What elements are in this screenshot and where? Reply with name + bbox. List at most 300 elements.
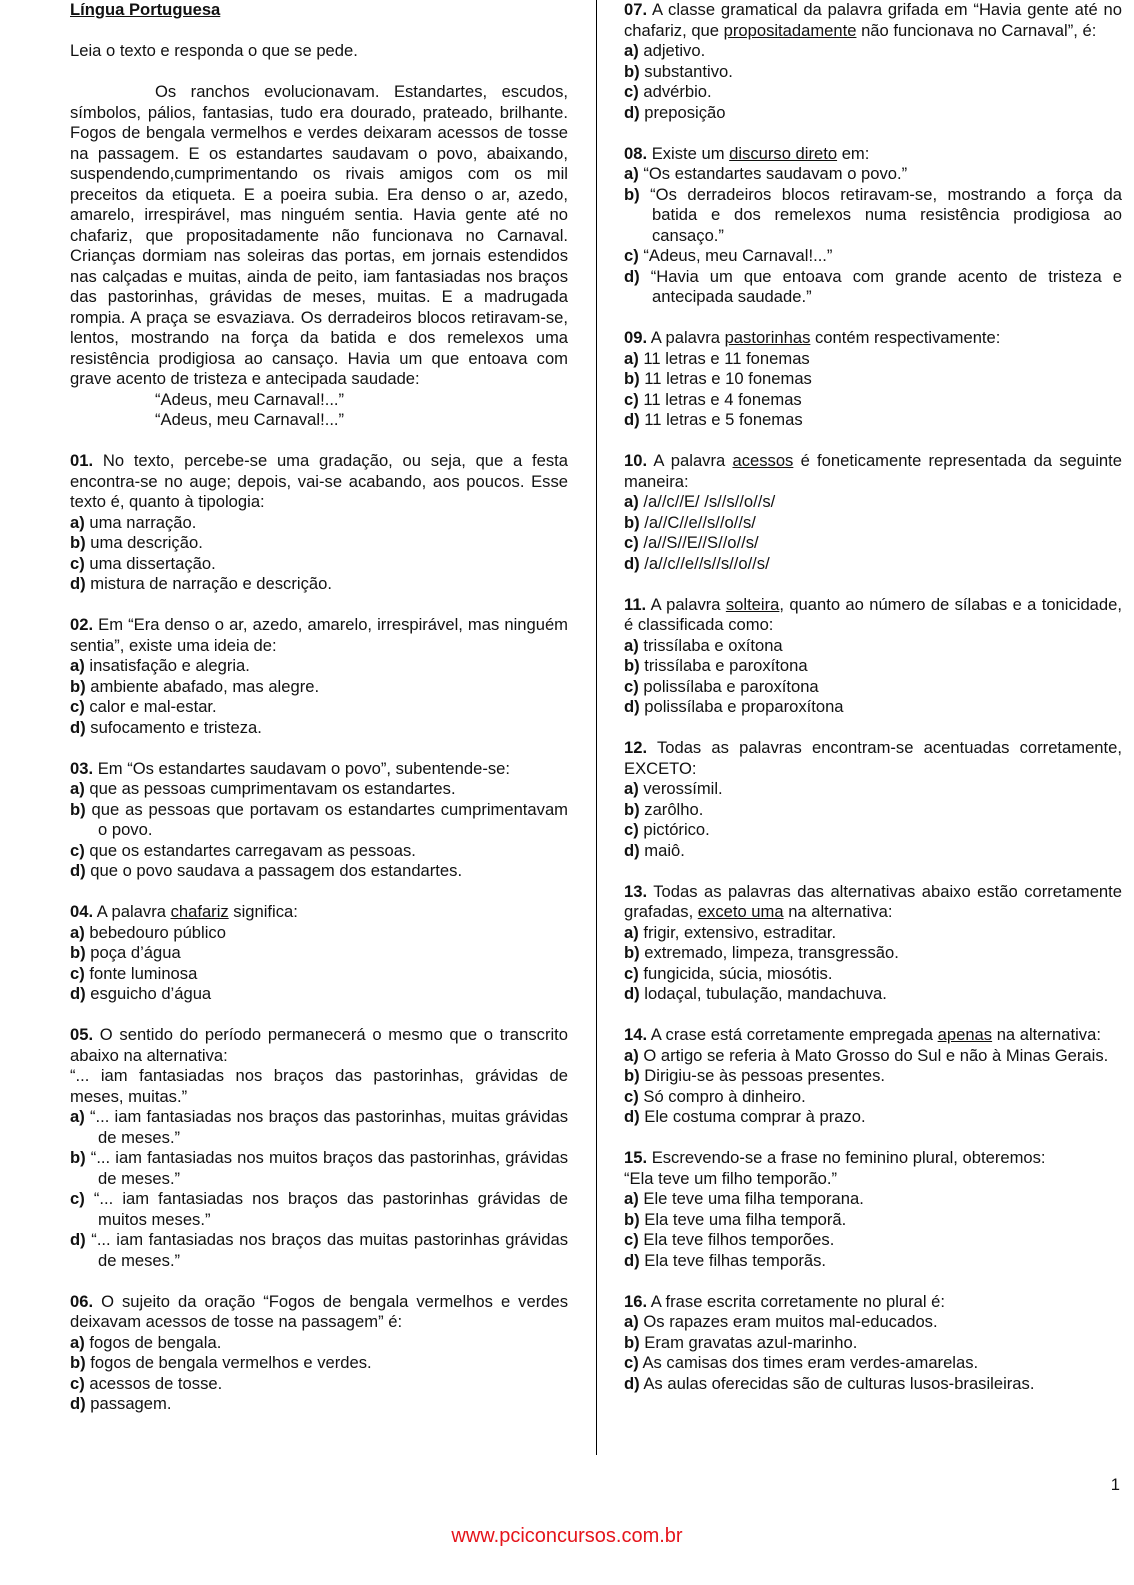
answer-option-b: [70, 800, 568, 841]
option-letter: c): [624, 1230, 639, 1249]
option-letter: d): [70, 574, 86, 593]
answer-option-b: [624, 62, 1122, 83]
option-text: fogos de bengala.: [84, 1332, 222, 1352]
answer-option-d: [624, 1374, 1122, 1395]
option-letter: b): [624, 943, 640, 962]
underlined-term: exceto uma: [697, 902, 784, 921]
option-text: Ela teve filhas temporãs.: [639, 1250, 826, 1270]
question-number: 13.: [624, 881, 648, 901]
option-text: sufocamento e tristeza.: [85, 717, 262, 737]
answer-option-b: [624, 369, 1122, 390]
option-text: /a//S//E//S//o//s/: [638, 533, 759, 552]
questions-right: [624, 0, 1122, 1394]
option-text: /a//C//e//s//o//s/: [639, 512, 756, 532]
answer-option-d: [624, 410, 1122, 431]
footer-link[interactable]: www.pciconcursos.com.br: [451, 1525, 683, 1547]
option-letter: a): [624, 1312, 639, 1331]
option-text: Ela teve filhos temporões.: [638, 1230, 835, 1249]
option-letter: c): [624, 246, 639, 265]
option-text: As aulas oferecidas são de culturas lusos-brasileiras.: [639, 1373, 1035, 1393]
option-text: uma dissertação.: [84, 553, 216, 573]
right-column: [624, 0, 1122, 1394]
question-quote: “Ela teve um filho temporão.”: [624, 1168, 838, 1188]
spacer: [70, 1271, 568, 1292]
question-stem: [624, 738, 1122, 779]
spacer: [624, 718, 1122, 739]
answer-option-c: [624, 1087, 1122, 1108]
answer-option-c: [624, 82, 1122, 103]
answer-option-b: [70, 943, 568, 964]
answer-option-d: [624, 554, 1122, 575]
option-letter: b): [624, 1209, 640, 1229]
question-number: 01.: [70, 451, 94, 470]
question-block: [70, 1005, 568, 1272]
question-number: 07.: [624, 0, 648, 19]
option-text: “... iam fantasiadas nos braços das pastorinhas grávidas de muitos meses.”: [84, 1189, 568, 1229]
option-letter: b): [624, 512, 640, 532]
option-text: calor e mal-estar.: [84, 697, 217, 716]
answer-option-c: [70, 554, 568, 575]
option-text: acessos de tosse.: [84, 1373, 223, 1393]
option-letter: b): [70, 533, 86, 552]
option-letter: c): [70, 963, 85, 983]
answer-option-c: [624, 1353, 1122, 1374]
option-text: “Os derradeiros blocos retiravam-se, mostrando a força da batida e dos remelexos numa resistência prodigiosa ao cansaço.”: [639, 184, 1122, 245]
answer-option-d: [70, 718, 568, 739]
answer-option-a: [70, 1107, 568, 1148]
question-number: 08.: [624, 143, 648, 163]
answer-option-b: [624, 1333, 1122, 1354]
stem-text: A palavra: [647, 328, 725, 347]
answer-option-c: [624, 533, 1122, 554]
option-text: trissílaba e oxítona: [638, 635, 783, 655]
option-text: Os rapazes eram muitos mal-educados.: [638, 1312, 938, 1331]
page-number: 1: [1110, 1475, 1120, 1494]
option-text: Ele teve uma filha temporana.: [638, 1189, 864, 1208]
option-text: fonte luminosa: [84, 963, 198, 983]
option-text: As camisas dos times eram verdes-amarelas.: [638, 1353, 979, 1372]
option-text: pictórico.: [638, 820, 710, 839]
question-block: [70, 431, 568, 595]
option-letter: a): [70, 656, 85, 675]
question-block: [624, 718, 1122, 862]
option-text: substantivo.: [639, 61, 733, 81]
question-stem: [70, 1025, 568, 1066]
stem-text: , quanto ao número de sílabas e a tonicidade, é classificada como:: [624, 594, 1122, 634]
option-letter: b): [624, 1066, 640, 1085]
question-block: [624, 1005, 1122, 1128]
answer-option-d: [624, 103, 1122, 124]
option-letter: d): [624, 1250, 640, 1270]
option-text: polissílaba e proparoxítona: [639, 697, 844, 716]
answer-option-d: [70, 1394, 568, 1415]
stem-text: Todas as palavras encontram-se acentuadas corretamente, EXCETO:: [624, 738, 1122, 778]
option-text: poça d’água: [85, 943, 181, 962]
underlined-term: solteira: [725, 594, 780, 614]
answer-option-a: [70, 923, 568, 944]
option-letter: d): [624, 840, 640, 860]
answer-option-a: [624, 636, 1122, 657]
option-text: “... iam fantasiadas nos muitos braços das pastorinhas, grávidas de meses.”: [85, 1148, 568, 1188]
option-letter: c): [70, 1373, 85, 1393]
question-number: 03.: [70, 758, 94, 778]
answer-option-c: [70, 964, 568, 985]
option-letter: d): [624, 1373, 640, 1393]
option-text: insatisfação e alegria.: [84, 656, 250, 675]
question-stem: [70, 902, 568, 923]
answer-option-a: [624, 41, 1122, 62]
answer-option-b: [70, 677, 568, 698]
answer-option-b: [624, 185, 1122, 247]
answer-option-b: [624, 1066, 1122, 1087]
answer-option-d: [624, 267, 1122, 308]
option-text: Eram gravatas azul-marinho.: [639, 1332, 858, 1352]
answer-option-a: [624, 164, 1122, 185]
spacer: [624, 431, 1122, 452]
option-letter: b): [624, 184, 640, 204]
answer-option-b: [624, 800, 1122, 821]
option-letter: a): [70, 779, 85, 798]
option-text: “Havia um que entoava com grande acento de tristeza e antecipada saudade.”: [639, 266, 1122, 306]
answer-option-d: [624, 1251, 1122, 1272]
option-letter: c): [70, 697, 85, 716]
question-block: [624, 0, 1122, 123]
option-text: polissílaba e paroxítona: [638, 676, 819, 696]
option-letter: b): [70, 943, 86, 962]
underlined-term: discurso direto: [729, 143, 838, 163]
question-block: [624, 308, 1122, 431]
answer-option-a: [624, 1046, 1122, 1067]
question-stem: [624, 882, 1122, 923]
question-stem: [70, 451, 568, 513]
option-letter: a): [70, 1107, 85, 1126]
option-text: fogos de bengala vermelhos e verdes.: [85, 1353, 372, 1372]
stem-text: Em “Era denso o ar, azedo, amarelo, irrespirável, mas ninguém sentia”, existe uma ideia de:: [70, 615, 568, 655]
spacer: [70, 595, 568, 616]
question-stem: [624, 144, 1122, 165]
option-text: passagem.: [85, 1394, 172, 1413]
question-stem: [70, 759, 568, 780]
option-text: O artigo se referia à Mato Grosso do Sul e não à Minas Gerais.: [638, 1045, 1109, 1065]
answer-option-c: [624, 390, 1122, 411]
option-letter: a): [624, 922, 639, 942]
option-letter: a): [70, 512, 85, 532]
option-text: que o povo saudava a passagem dos estandartes.: [85, 861, 463, 880]
spacer: [624, 308, 1122, 329]
option-letter: d): [624, 984, 640, 1003]
option-letter: d): [70, 717, 86, 737]
option-letter: b): [624, 1332, 640, 1352]
spacer: [70, 882, 568, 903]
question-block: [70, 1271, 568, 1415]
question-number: 15.: [624, 1148, 648, 1167]
stem-text: A palavra: [647, 451, 733, 470]
spacer: [70, 1005, 568, 1026]
option-letter: d): [624, 266, 640, 286]
option-letter: d): [70, 984, 86, 1003]
underlined-term: pastorinhas: [724, 328, 811, 347]
option-text: Só compro à dinheiro.: [638, 1086, 806, 1106]
option-text: ambiente abafado, mas alegre.: [85, 676, 320, 696]
option-text: advérbio.: [638, 82, 712, 101]
option-text: verossímil.: [638, 779, 723, 798]
option-text: 11 letras e 10 fonemas: [639, 369, 812, 388]
option-letter: b): [624, 61, 640, 81]
option-text: /a//c//E/ /s//s//o//s/: [638, 492, 776, 511]
option-letter: b): [624, 369, 640, 388]
question-number: 06.: [70, 1291, 94, 1311]
option-letter: a): [70, 1332, 85, 1352]
stem-text: significa:: [228, 902, 298, 921]
option-letter: d): [624, 553, 640, 573]
option-text: Ele costuma comprar à prazo.: [639, 1107, 866, 1126]
option-letter: c): [624, 963, 639, 983]
answer-option-a: [624, 1312, 1122, 1333]
answer-option-c: [624, 246, 1122, 267]
option-letter: a): [624, 635, 639, 655]
stem-text: O sentido do período permanecerá o mesmo que o transcrito abaixo na alternativa:: [70, 1025, 568, 1065]
option-text: maiô.: [639, 840, 685, 860]
stem-text: Escrevendo-se a frase no feminino plural, obteremos:: [647, 1148, 1046, 1167]
option-text: /a//c//e//s//s//o//s/: [639, 553, 770, 573]
answer-option-d: [624, 841, 1122, 862]
option-letter: b): [624, 799, 640, 819]
answer-option-b: [624, 943, 1122, 964]
option-text: que as pessoas cumprimentavam os estandartes.: [84, 779, 456, 798]
question-block: [70, 595, 568, 739]
stem-text: A classe gramatical da palavra grifada em “Havia gente até no chafariz, que: [624, 0, 1122, 40]
underlined-term: acessos: [732, 451, 794, 470]
question-number: 14.: [624, 1025, 648, 1044]
answer-option-c: [70, 697, 568, 718]
option-text: 11 letras e 11 fonemas: [638, 348, 810, 368]
option-text: mistura de narração e descrição.: [85, 574, 332, 593]
answer-option-a: [624, 1189, 1122, 1210]
question-stem: [624, 0, 1122, 41]
answer-option-d: [70, 1230, 568, 1271]
stem-text: Em “Os estandartes saudavam o povo”, subentende-se:: [93, 758, 510, 778]
questions-left: [70, 431, 568, 1415]
option-letter: c): [70, 840, 85, 860]
question-number: 12.: [624, 738, 648, 757]
spacer: [624, 1005, 1122, 1026]
question-number: 02.: [70, 615, 94, 634]
answer-option-b: [624, 513, 1122, 534]
option-text: 11 letras e 4 fonemas: [638, 389, 802, 409]
spacer: [624, 574, 1122, 595]
option-text: que os estandartes carregavam as pessoas.: [84, 840, 416, 860]
answer-option-d: [70, 984, 568, 1005]
answer-option-b: [70, 1353, 568, 1374]
question-block: [624, 574, 1122, 718]
option-text: extremado, limpeza, transgressão.: [639, 943, 899, 962]
option-text: “Os estandartes saudavam o povo.”: [638, 164, 908, 183]
stem-text: A frase escrita corretamente no plural é:: [647, 1291, 945, 1311]
option-letter: d): [70, 1394, 86, 1413]
stem-text: na alternativa:: [783, 902, 893, 921]
stem-text: A palavra: [646, 594, 726, 614]
option-letter: a): [624, 1189, 639, 1208]
underlined-term: propositadamente: [723, 20, 857, 40]
option-letter: a): [624, 779, 639, 798]
option-text: “... iam fantasiadas nos braços das muitas pastorinhas grávidas de meses.”: [85, 1230, 568, 1270]
stem-text: em:: [837, 143, 870, 163]
stem-text: O sujeito da oração “Fogos de bengala vermelhos e verdes deixavam acessos de tosse na passagem” é:: [70, 1291, 568, 1331]
stem-text: A palavra: [93, 902, 171, 921]
question-block: [70, 738, 568, 882]
answer-option-c: [70, 1374, 568, 1395]
option-letter: c): [624, 820, 639, 839]
option-letter: d): [624, 697, 640, 716]
stem-text: No texto, percebe-se uma gradação, ou seja, que a festa encontra-se no auge; depois, vai-se acabando, aos poucos. Esse texto é, quanto à tipologia:: [70, 451, 568, 511]
question-stem: [624, 451, 1122, 492]
option-text: preposição: [639, 102, 726, 122]
question-number: 05.: [70, 1025, 94, 1044]
option-text: Dirigiu-se às pessoas presentes.: [639, 1066, 886, 1085]
question-stem: [70, 1292, 568, 1333]
option-text: uma descrição.: [85, 533, 203, 552]
option-letter: b): [70, 1353, 86, 1372]
answer-option-b: [70, 533, 568, 554]
spacer: [624, 861, 1122, 882]
answer-option-d: [624, 984, 1122, 1005]
question-number: 10.: [624, 451, 648, 470]
stem-text: na alternativa:: [992, 1025, 1101, 1044]
answer-option-a: [624, 349, 1122, 370]
question-block: [70, 882, 568, 1005]
stem-text: é foneticamente representada da seguinte maneira:: [624, 451, 1122, 491]
passage-text: Os ranchos evolucionavam. Estandartes, escudos, símbolos, pálios, fantasias, tudo era dourado, prateado, brilhante. Fogos de bengala vermelhos e verdes deixaram acessos de tosse na passagem. E os estandartes saudavam o povo, abaixando, suspendendo,cumprimentando os rivais amigos com os mil preceitos da etiqueta. E a poeira subia. Era denso o ar, azedo, amarelo, irrespirável, mas ninguém sentia. Havia gente até no chafariz, que propositadamente não funcionava no Carnaval. Crianças dormiam nas soleiras das portas, em jornais estendidos nas calçadas e muitas, ainda de peito, iam fantasiadas nos braços das pastorinhas, grávidas de meses, muitas. E a madrugada rompia. A praça se esvaziava. Os derradeiros blocos retiravam-se, lentos, mostrando na força da batida e dos remelexos uma resistência prodigiosa ao cansaço. Havia um que entoava com grave acento de tristeza e antecipada saudade:: [70, 82, 568, 388]
spacer: [624, 1271, 1122, 1292]
question-stem: [624, 1148, 1122, 1169]
question-block: [624, 123, 1122, 308]
option-letter: b): [70, 676, 86, 696]
option-text: lodaçal, tubulação, mandachuva.: [639, 984, 887, 1003]
answer-option-a: [624, 779, 1122, 800]
option-letter: c): [624, 389, 639, 409]
option-text: Ela teve uma filha temporã.: [639, 1209, 847, 1229]
option-letter: b): [624, 656, 640, 675]
answer-option-d: [70, 574, 568, 595]
spacer: [624, 1128, 1122, 1149]
question-stem: [624, 1025, 1122, 1046]
answer-option-a: [624, 923, 1122, 944]
answer-option-d: [624, 697, 1122, 718]
option-letter: a): [70, 922, 85, 942]
option-text: frigir, extensivo, estraditar.: [638, 922, 837, 942]
option-letter: d): [70, 861, 86, 880]
answer-option-a: [624, 492, 1122, 513]
option-text: “... iam fantasiadas nos braços das pastorinhas, muitas grávidas de meses.”: [84, 1107, 568, 1147]
underlined-term: apenas: [937, 1025, 993, 1044]
question-number: 09.: [624, 328, 648, 347]
option-text: fungicida, súcia, miosótis.: [638, 963, 833, 983]
option-letter: c): [624, 1353, 639, 1372]
answer-option-c: [70, 1189, 568, 1230]
option-letter: d): [624, 1107, 640, 1126]
question-block: [624, 1271, 1122, 1394]
answer-option-d: [70, 861, 568, 882]
option-text: trissílaba e paroxítona: [639, 656, 808, 675]
answer-option-c: [624, 964, 1122, 985]
spacer: [70, 431, 568, 452]
answer-option-c: [624, 1230, 1122, 1251]
question-stem: [624, 328, 1122, 349]
option-text: esguicho d’água: [85, 984, 212, 1003]
option-letter: d): [70, 1230, 86, 1249]
subject-title: Língua Portuguesa: [70, 0, 221, 19]
question-number: 11.: [624, 594, 647, 614]
option-letter: a): [624, 348, 639, 368]
answer-option-b: [624, 1210, 1122, 1231]
underlined-term: chafariz: [170, 902, 229, 921]
option-text: bebedouro público: [84, 922, 226, 942]
option-letter: c): [70, 1189, 85, 1208]
answer-option-a: [70, 1333, 568, 1354]
answer-option-d: [624, 1107, 1122, 1128]
stem-text: Existe um: [647, 143, 730, 163]
option-letter: c): [624, 1086, 639, 1106]
option-letter: c): [624, 676, 639, 696]
option-letter: d): [624, 410, 640, 429]
option-letter: c): [70, 553, 85, 573]
option-letter: a): [624, 1045, 639, 1065]
question-number: 04.: [70, 902, 94, 921]
stem-text: A crase está corretamente empregada: [647, 1025, 938, 1044]
question-block: [624, 861, 1122, 1005]
option-letter: c): [624, 82, 639, 101]
option-letter: b): [70, 799, 86, 819]
question-block: [624, 1128, 1122, 1272]
option-text: que as pessoas que portavam os estandartes cumprimentavam o povo.: [85, 799, 568, 839]
spacer: [70, 738, 568, 759]
option-text: adjetivo.: [638, 41, 706, 60]
question-number: 16.: [624, 1291, 648, 1311]
answer-option-c: [624, 677, 1122, 698]
answer-option-a: [70, 656, 568, 677]
question-stem: [624, 595, 1122, 636]
answer-option-c: [624, 820, 1122, 841]
stem-text: contém respectivamente:: [810, 328, 1001, 347]
instruction: Leia o texto e responda o que se pede.: [70, 41, 358, 60]
answer-option-b: [70, 1148, 568, 1189]
option-text: zarôlho.: [639, 799, 704, 819]
answer-option-a: [70, 513, 568, 534]
question-stem: [624, 1292, 1122, 1313]
column-divider: [596, 0, 597, 1455]
option-text: 11 letras e 5 fonemas: [639, 410, 803, 429]
answer-option-c: [70, 841, 568, 862]
option-letter: b): [70, 1148, 86, 1167]
option-text: “Adeus, meu Carnaval!...”: [638, 246, 833, 265]
question-stem: [70, 615, 568, 656]
passage-verse: “Adeus, meu Carnaval!...”: [155, 389, 345, 409]
option-letter: a): [624, 164, 639, 183]
option-letter: d): [624, 102, 640, 122]
passage-verse: “Adeus, meu Carnaval!...”: [155, 410, 345, 429]
answer-option-b: [624, 656, 1122, 677]
left-column: [70, 0, 568, 1415]
question-block: [624, 431, 1122, 575]
answer-option-a: [70, 779, 568, 800]
option-letter: a): [624, 492, 639, 511]
option-letter: a): [624, 41, 639, 60]
stem-text: Todas as palavras das alternativas abaixo estão corretamente grafadas,: [624, 881, 1122, 921]
stem-text: não funcionava no Carnaval”, é:: [856, 20, 1097, 40]
reading-passage: [70, 82, 568, 431]
question-quote: “... iam fantasiadas nos braços das pastorinhas, grávidas de meses, muitas.”: [70, 1066, 568, 1106]
option-letter: c): [624, 533, 639, 552]
